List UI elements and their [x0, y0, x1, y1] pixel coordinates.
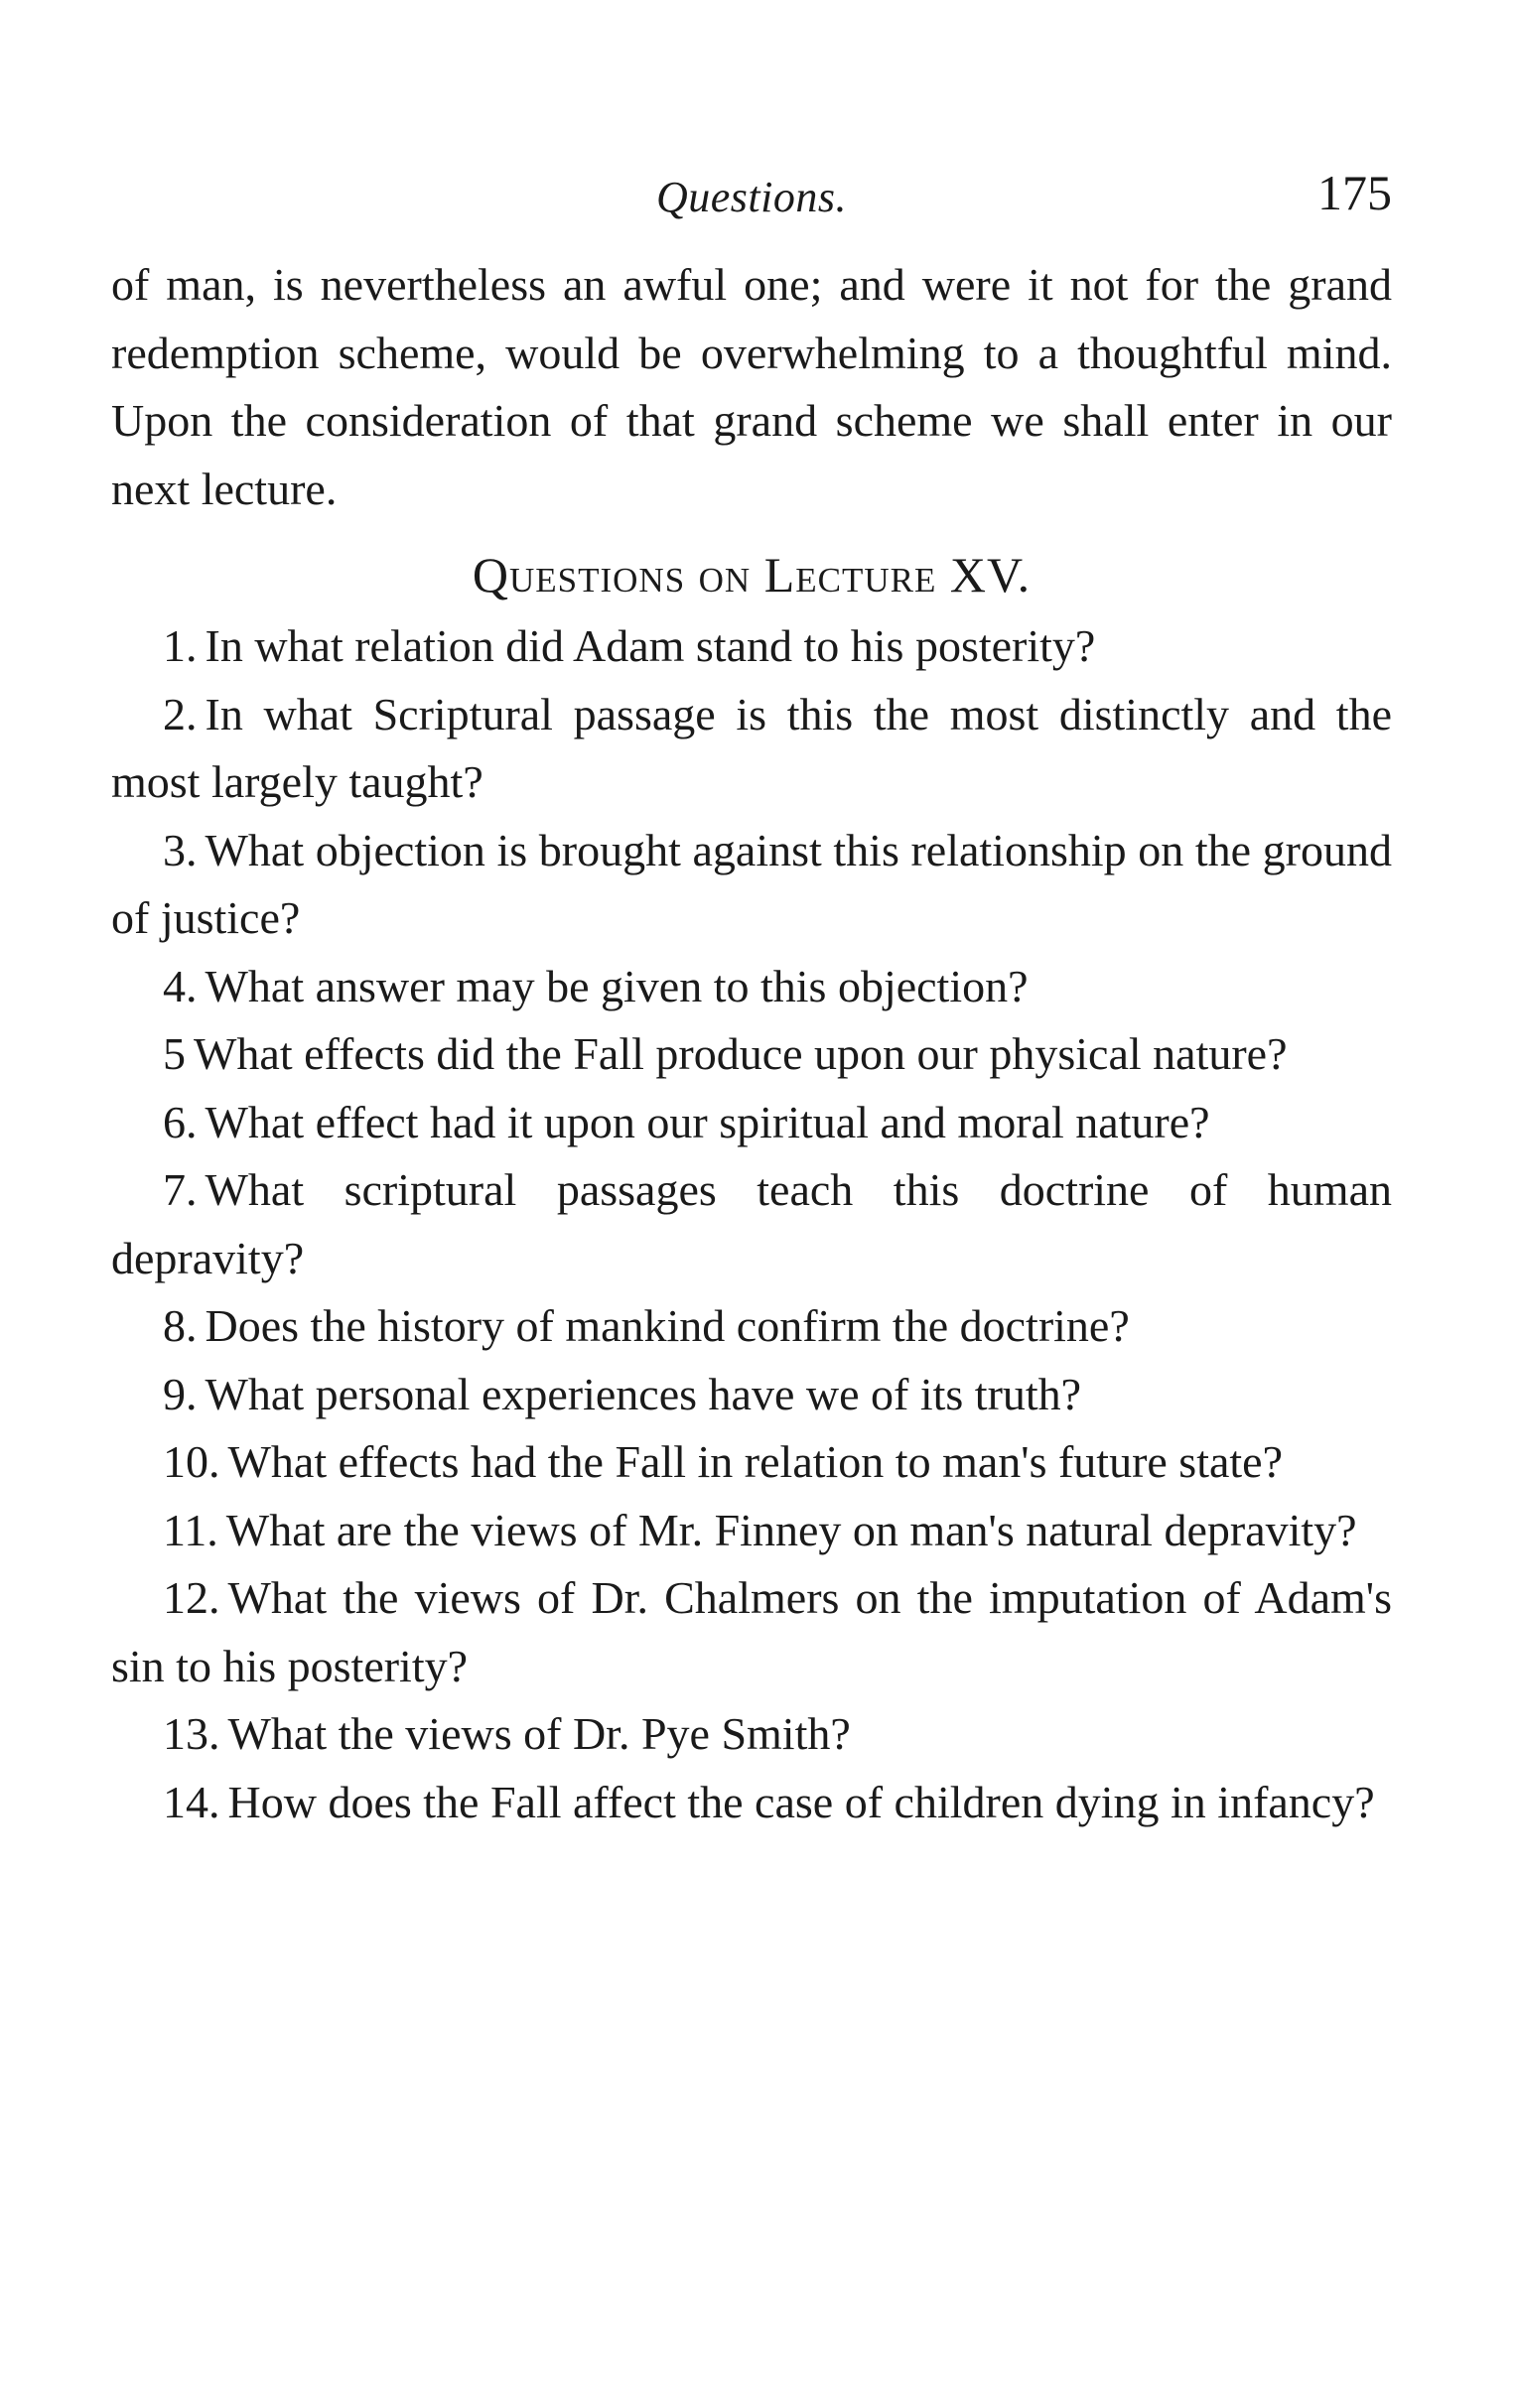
question-item	[111, 612, 1392, 681]
question-text: What effects had the Fall in relation to man's future state?	[227, 1436, 1284, 1487]
question-item	[111, 1020, 1392, 1089]
question-text: How does the Fall affect the case of children dying in infancy?	[227, 1776, 1375, 1827]
question-number: 11.	[163, 1504, 218, 1555]
question-item	[111, 1156, 1392, 1292]
question-number: 14.	[163, 1776, 220, 1827]
question-item	[111, 817, 1392, 953]
question-text: What effects did the Fall produce upon our physical nature?	[194, 1028, 1288, 1079]
question-text: Does the history of mankind confirm the doctrine?	[205, 1300, 1130, 1351]
question-number: 12.	[163, 1572, 220, 1623]
question-text: What the views of Dr. Chalmers on the imputation of Adam's sin to his posterity?	[111, 1572, 1392, 1691]
question-number: 3.	[163, 824, 198, 875]
question-text: In what relation did Adam stand to his posterity?	[205, 620, 1096, 671]
question-item	[111, 1292, 1392, 1361]
question-number: 8.	[163, 1300, 198, 1351]
question-number: 7.	[163, 1164, 198, 1215]
book-page	[111, 164, 1392, 1836]
question-item	[111, 953, 1392, 1021]
question-number: 9.	[163, 1368, 198, 1419]
question-number: 6.	[163, 1096, 198, 1147]
question-text: In what Scriptural passage is this the most distinctly and the most largely taught?	[111, 688, 1392, 807]
question-item	[111, 1361, 1392, 1429]
question-number: 1.	[163, 620, 198, 671]
page-number: 175	[1317, 165, 1392, 220]
question-number: 5	[163, 1028, 186, 1079]
question-number: 13.	[163, 1708, 220, 1759]
question-item	[111, 1089, 1392, 1157]
question-text: What scriptural passages teach this doctrine of human depravity?	[111, 1164, 1392, 1283]
section-heading: Questions on Lecture XV.	[472, 547, 1032, 602]
question-item	[111, 681, 1392, 817]
running-title: Questions.	[656, 173, 847, 221]
question-item	[111, 1428, 1392, 1497]
question-item	[111, 1497, 1392, 1565]
question-text: What are the views of Mr. Finney on man's natural depravity?	[225, 1504, 1357, 1555]
question-text: What answer may be given to this objection?	[205, 960, 1029, 1011]
question-text: What personal experiences have we of its truth?	[205, 1368, 1082, 1419]
question-text: What the views of Dr. Pye Smith?	[227, 1708, 851, 1759]
questions-list	[111, 612, 1392, 1836]
running-head	[111, 164, 1392, 233]
question-text: What effect had it upon our spiritual and moral nature?	[205, 1096, 1210, 1147]
question-item	[111, 1564, 1392, 1700]
question-item	[111, 1700, 1392, 1769]
question-number: 4.	[163, 960, 198, 1011]
question-number: 10.	[163, 1436, 220, 1487]
question-item	[111, 1769, 1392, 1837]
intro-paragraph: of man, is nevertheless an awful one; and were it not for the grand redemption scheme, would be overwhelming to a thoughtful mind. Upon the consideration of that grand scheme we shall enter in our next lecture.	[111, 259, 1392, 514]
question-number: 2.	[163, 688, 198, 739]
question-text: What objection is brought against this relationship on the ground of justice?	[111, 824, 1392, 943]
